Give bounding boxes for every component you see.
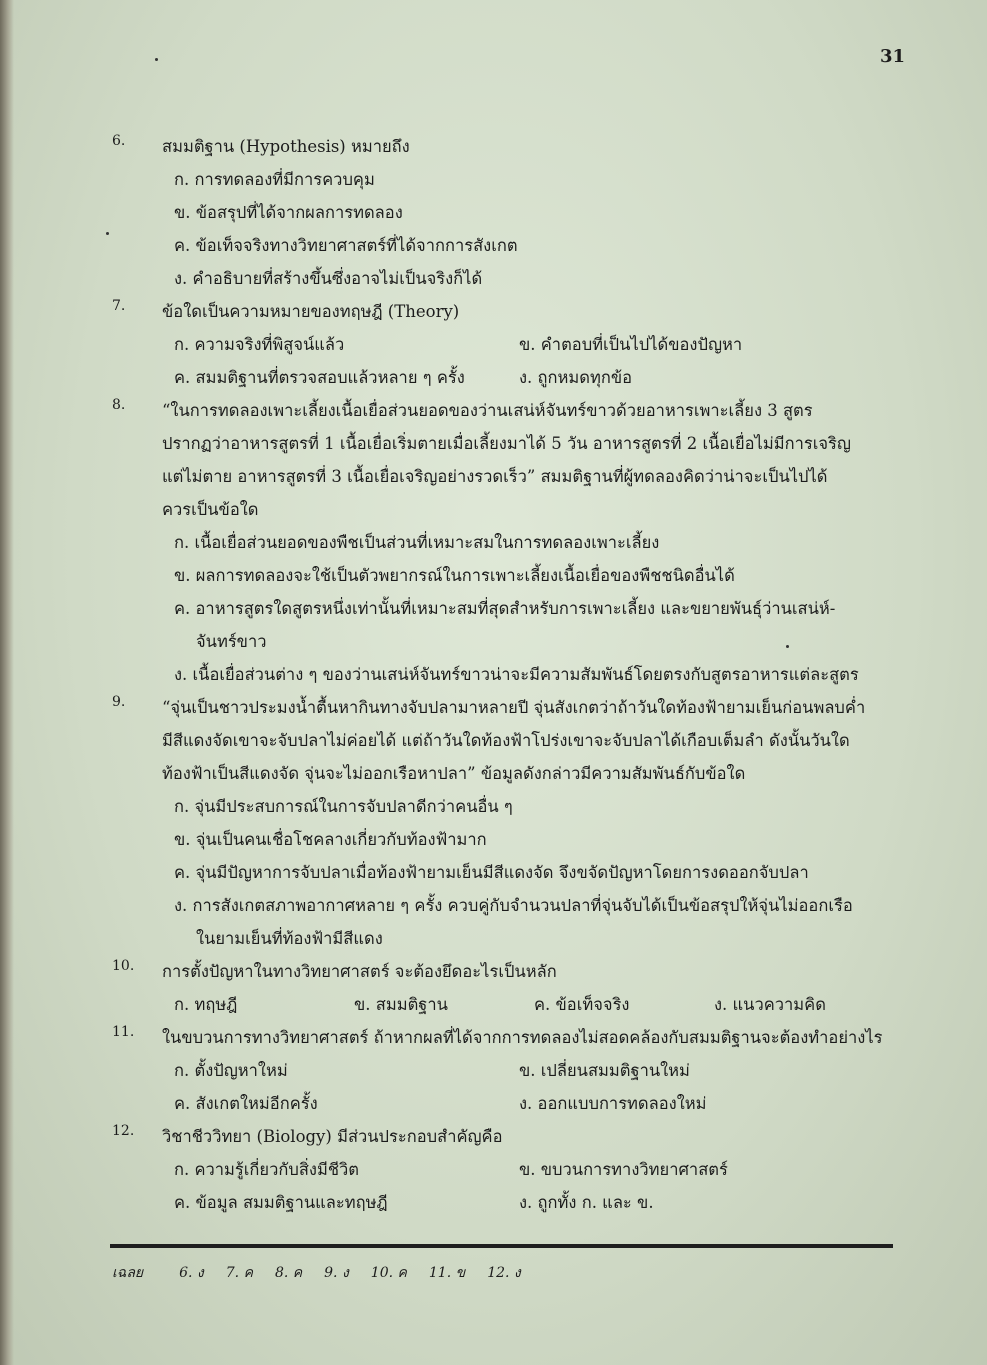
option: ค. สมมติฐานที่ตรวจสอบแล้วหลาย ๆ ครั้ง bbox=[174, 368, 465, 387]
question-text: การตั้งปัญหาในทางวิทยาศาสตร์ จะต้องยึดอะไรเป็นหลัก bbox=[162, 962, 557, 981]
page-number: 31 bbox=[879, 46, 905, 67]
option: ง. ถูกหมดทุกข้อ bbox=[519, 368, 633, 387]
answer-item: 11. ข bbox=[428, 1265, 466, 1281]
option-row bbox=[112, 1054, 902, 1087]
answer-item: 12. ง bbox=[487, 1265, 521, 1281]
option: ข. คำตอบที่เป็นไปได้ของปัญหา bbox=[519, 335, 743, 354]
question-11 bbox=[112, 1021, 902, 1120]
answer-item: 8. ค bbox=[274, 1265, 303, 1281]
question-text: มีสีแดงจัดเขาจะจับปลาไม่ค่อยได้ แต่ถ้าวันใดท้องฟ้าโปร่งเขาจะจับปลาได้เกือบเต็มลำ ดังนั้นวันใด bbox=[162, 731, 850, 750]
option-row bbox=[112, 988, 902, 1021]
answer-item: 7. ค bbox=[225, 1265, 253, 1281]
answer-key bbox=[112, 1262, 521, 1284]
option: ข. จุ่นเป็นคนเชื่อโชคลางเกี่ยวกับท้องฟ้ามาก bbox=[174, 830, 487, 849]
paper-speck bbox=[106, 232, 109, 235]
option-continuation: จันทร์ขาว bbox=[196, 632, 267, 651]
question-number: 11. bbox=[112, 1024, 135, 1040]
option: ค. ข้อเท็จจริง bbox=[534, 995, 630, 1014]
question-10 bbox=[112, 955, 902, 1021]
question-text: ปรากฏว่าอาหารสูตรที่ 1 เนื้อเยื่อเริ่มตายเมื่อเลี้ยงมาได้ 5 วัน อาหารสูตรที่ 2 เนื้อเยื่อไม่มีการเจริญ bbox=[162, 434, 851, 453]
question-text: ในขบวนการทางวิทยาศาสตร์ ถ้าหากผลที่ได้จากการทดลองไม่สอดคล้องกับสมมติฐานจะต้องทำอย่างไร bbox=[162, 1028, 883, 1047]
option: ข. ขบวนการทางวิทยาศาสตร์ bbox=[519, 1160, 728, 1179]
page-edge-shadow bbox=[0, 0, 14, 1365]
option: ง. คำอธิบายที่สร้างขึ้นซึ่งอาจไม่เป็นจริงก็ได้ bbox=[174, 269, 483, 288]
question-text: “จุ่นเป็นชาวประมงน้ำตื้นหากินทางจับปลามาหลายปี จุ่นสังเกตว่าถ้าวันใดท้องฟ้ายามเย็นก่อนพลบค่ำ bbox=[162, 698, 866, 717]
question-text: สมมติฐาน (Hypothesis) หมายถึง bbox=[162, 137, 410, 156]
question-text: แต่ไม่ตาย อาหารสูตรที่ 3 เนื้อเยื่อเจริญอย่างรวดเร็ว” สมมติฐานที่ผู้ทดลองคิดว่าน่าจะเป็นไปได้ bbox=[162, 467, 828, 486]
option: ก. ความจริงที่พิสูจน์แล้ว bbox=[174, 335, 345, 354]
option: ข. สมมติฐาน bbox=[354, 995, 448, 1014]
option: ค. ข้อเท็จจริงทางวิทยาศาสตร์ที่ได้จากการสังเกต bbox=[174, 236, 518, 255]
question-text: ควรเป็นข้อใด bbox=[162, 500, 259, 519]
question-12 bbox=[112, 1120, 902, 1219]
divider-rule bbox=[110, 1244, 893, 1248]
answer-key-label: เฉลย bbox=[112, 1265, 144, 1281]
option: ข. ผลการทดลองจะใช้เป็นตัวพยากรณ์ในการเพาะเลี้ยงเนื้อเยื่อของพืชชนิดอื่นได้ bbox=[174, 566, 735, 585]
answer-item: 9. ง bbox=[324, 1265, 349, 1281]
question-text: ท้องฟ้าเป็นสีแดงจัด จุ่นจะไม่ออกเรือหาปลา” ข้อมูลดังกล่าวมีความสัมพันธ์กับข้อใด bbox=[162, 764, 746, 783]
answer-item: 6. ง bbox=[179, 1265, 204, 1281]
question-number: 12. bbox=[112, 1123, 135, 1139]
option-row bbox=[112, 1186, 902, 1219]
option: ค. ข้อมูล สมมติฐานและทฤษฎี bbox=[174, 1193, 388, 1212]
option-row bbox=[112, 1087, 902, 1120]
answer-item: 10. ค bbox=[370, 1265, 407, 1281]
question-6 bbox=[112, 130, 902, 295]
option: ก. ตั้งปัญหาใหม่ bbox=[174, 1061, 288, 1080]
option: ง. การสังเกตสภาพอากาศหลาย ๆ ครั้ง ควบคู่กับจำนวนปลาที่จุ่นจับได้เป็นข้อสรุปให้จุ่นไม่ออกเรือ bbox=[174, 896, 853, 915]
question-7 bbox=[112, 295, 902, 394]
question-number: 10. bbox=[112, 958, 135, 974]
paper-speck bbox=[155, 58, 158, 61]
option: ง. ถูกทั้ง ก. และ ข. bbox=[519, 1193, 654, 1212]
question-8 bbox=[112, 394, 902, 691]
option: ค. สังเกตใหม่อีกครั้ง bbox=[174, 1094, 318, 1113]
option: ง. เนื้อเยื่อส่วนต่าง ๆ ของว่านเสน่ห์จันทร์ขาวน่าจะมีความสัมพันธ์โดยตรงกับสูตรอาหารแต่ละสูตร bbox=[174, 665, 859, 684]
option: ข. เปลี่ยนสมมติฐานใหม่ bbox=[519, 1061, 690, 1080]
option-row bbox=[112, 1153, 902, 1186]
question-text: “ในการทดลองเพาะเลี้ยงเนื้อเยื่อส่วนยอดของว่านเสน่ห์จันทร์ขาวด้วยอาหารเพาะเลี้ยง 3 สูตร bbox=[162, 401, 813, 420]
option: ก. จุ่นมีประสบการณ์ในการจับปลาดีกว่าคนอื่น ๆ bbox=[174, 797, 513, 816]
option: ก. เนื้อเยื่อส่วนยอดของพืชเป็นส่วนที่เหมาะสมในการทดลองเพาะเลี้ยง bbox=[174, 533, 660, 552]
option: ง. แนวความคิด bbox=[714, 995, 826, 1014]
question-number: 6. bbox=[112, 133, 126, 149]
paper-speck bbox=[786, 645, 789, 648]
question-text: ข้อใดเป็นความหมายของทฤษฎี (Theory) bbox=[162, 302, 460, 321]
option: ก. การทดลองที่มีการควบคุม bbox=[174, 170, 375, 189]
option: ค. จุ่นมีปัญหาการจับปลาเมื่อท้องฟ้ายามเย็นมีสีแดงจัด จึงขจัดปัญหาโดยการงดออกจับปลา bbox=[174, 863, 809, 882]
option-continuation: ในยามเย็นที่ท้องฟ้ามีสีแดง bbox=[196, 929, 383, 948]
question-number: 9. bbox=[112, 694, 126, 710]
option-row bbox=[112, 361, 902, 394]
question-list bbox=[112, 130, 902, 1219]
question-number: 7. bbox=[112, 298, 126, 314]
option-row bbox=[112, 328, 902, 361]
option: ก. ทฤษฎี bbox=[174, 995, 238, 1014]
option: ข. ข้อสรุปที่ได้จากผลการทดลอง bbox=[174, 203, 403, 222]
question-text: วิชาชีววิทยา (Biology) มีส่วนประกอบสำคัญคือ bbox=[162, 1127, 503, 1146]
question-9 bbox=[112, 691, 902, 955]
option: ง. ออกแบบการทดลองใหม่ bbox=[519, 1094, 707, 1113]
question-number: 8. bbox=[112, 397, 126, 413]
option: ค. อาหารสูตรใดสูตรหนึ่งเท่านั้นที่เหมาะสมที่สุดสำหรับการเพาะเลี้ยง และขยายพันธุ์ว่านเสน่ห์- bbox=[174, 599, 836, 618]
option: ก. ความรู้เกี่ยวกับสิ่งมีชีวิต bbox=[174, 1160, 359, 1179]
